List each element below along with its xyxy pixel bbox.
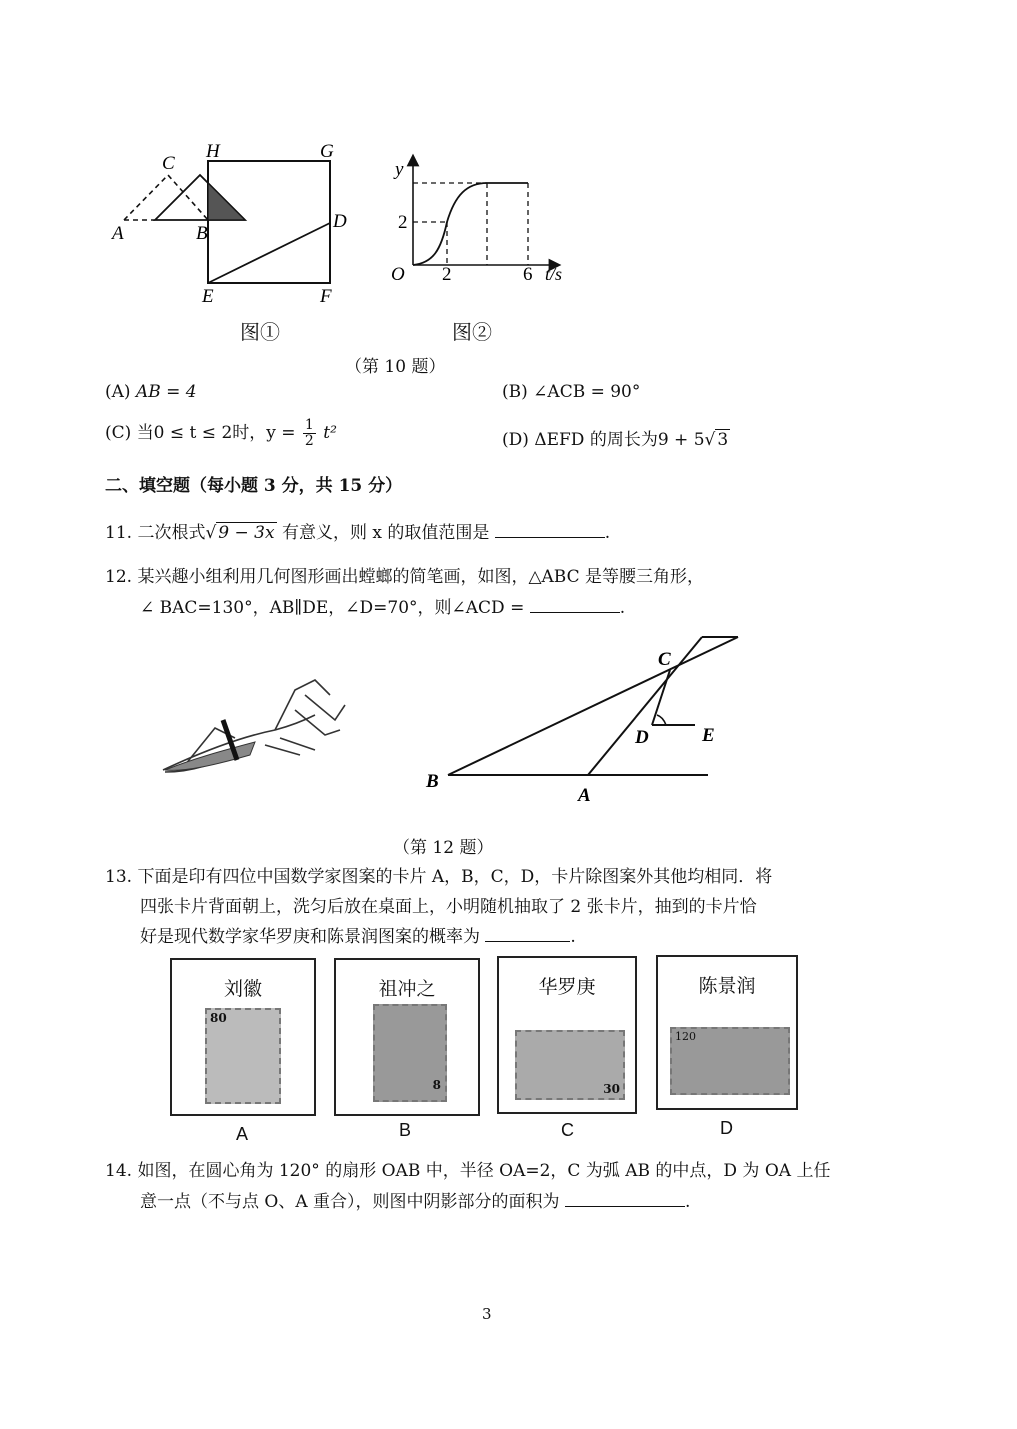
option-a-text: AB = 4 <box>135 382 197 402</box>
card-c-letter: C <box>561 1120 574 1140</box>
q12-number: 12. <box>105 567 133 587</box>
question-13-line3 <box>140 922 576 947</box>
option-a-label: (A) <box>105 382 131 402</box>
option-c-text: 当0 ≤ t ≤ 2时，y = <box>136 423 296 443</box>
q14-end: . <box>684 1192 691 1212</box>
option-b-text: ∠ACB = 90° <box>533 382 641 402</box>
card-d-letter: D <box>720 1118 733 1138</box>
q11-post: 有意义，则 x 的取值范围是 <box>281 523 490 543</box>
label-e: E <box>702 725 715 746</box>
q13-text-2: 四张卡片背面朝上，洗匀后放在桌面上，小明随机抽取了 2 张卡片，抽到的卡片恰 <box>140 897 757 917</box>
q12-answer-blank[interactable] <box>530 596 620 613</box>
label-a: A <box>112 223 124 244</box>
question-13-line2 <box>140 892 757 917</box>
q11-sqrt-expr: 9 − 3x <box>218 523 275 543</box>
q12-caption: （第 12 题） <box>393 838 494 858</box>
segment-ed <box>208 223 330 283</box>
stamp-value-c: 30 <box>603 1082 620 1096</box>
fig1-caption: 图① <box>240 320 280 344</box>
q11-number: 11. <box>105 523 133 543</box>
card-a <box>170 958 316 1116</box>
question-11 <box>105 518 610 543</box>
option-c-tail: t² <box>323 423 337 443</box>
option-d <box>502 425 730 450</box>
curve <box>413 183 528 265</box>
q10-figure-1 <box>100 135 370 310</box>
q12-text-2: ∠ BAC=130°，AB∥DE，∠D=70°，则∠ACD = <box>140 598 525 618</box>
question-14-line1 <box>105 1156 830 1181</box>
card-b-name: 祖冲之 <box>378 978 436 1000</box>
q14-answer-blank[interactable] <box>565 1190 685 1207</box>
option-d-sqrt: 3 <box>717 430 729 450</box>
shaded-region <box>208 183 245 220</box>
stamp-image-a <box>205 1008 281 1104</box>
label-a: A <box>578 785 591 806</box>
option-a <box>105 382 197 402</box>
stamp-image-d <box>670 1027 790 1095</box>
q10-caption: （第 10 题） <box>345 357 446 377</box>
segment-b-c <box>448 637 738 775</box>
card-d <box>656 955 798 1110</box>
q13-end: . <box>570 927 576 947</box>
frac-denominator: 2 <box>304 433 314 449</box>
option-c-label: (C) <box>105 423 132 443</box>
q13-text-1: 下面是印有四位中国数学家图案的卡片 A，B，C，D，卡片除图案外其他均相同．将 <box>137 867 773 887</box>
label-e: E <box>202 286 214 307</box>
q13-number: 13. <box>105 867 133 887</box>
label-d: D <box>635 727 649 748</box>
stamp-image-c <box>515 1030 625 1100</box>
label-g: G <box>320 141 334 162</box>
angle-mark-d <box>657 715 666 725</box>
q11-answer-blank[interactable] <box>495 521 605 538</box>
option-b <box>502 382 640 402</box>
card-b-letter: B <box>399 1120 412 1140</box>
label-b: B <box>426 771 439 792</box>
origin-label: O <box>391 264 405 285</box>
stamp-value-a: 80 <box>210 1011 227 1025</box>
y-label: y <box>395 159 404 180</box>
stamp-value-d: 120 <box>675 1030 696 1043</box>
option-d-text: ΔEFD 的周长为9 + 5 <box>534 430 705 450</box>
option-b-label: (B) <box>502 382 528 402</box>
dashed-triangle <box>124 175 208 220</box>
card-a-letter: A <box>236 1124 249 1144</box>
q14-number: 14. <box>105 1161 133 1181</box>
card-a-name: 刘徽 <box>223 978 262 1000</box>
q13-answer-blank[interactable] <box>485 925 570 942</box>
square-hgfe <box>208 161 330 283</box>
q12-figure <box>420 625 765 810</box>
x-tick-2: 2 <box>442 264 452 285</box>
x-label: t/s <box>545 264 563 284</box>
q13-text-3: 好是现代数学家华罗庚和陈景润图案的概率为 <box>140 927 480 947</box>
q12-end: . <box>619 598 626 618</box>
question-12-line1 <box>105 562 704 587</box>
sqrt-sign: √ <box>704 430 716 450</box>
card-d-name: 陈景润 <box>698 975 756 997</box>
q10-figure-2 <box>385 150 585 290</box>
option-c <box>105 418 337 449</box>
question-12-line2 <box>140 593 625 618</box>
label-f: F <box>320 286 332 307</box>
section-heading: 二、填空题（每小题 3 分，共 15 分） <box>105 476 403 496</box>
mantis-sketch <box>155 660 360 785</box>
q11-pre: 二次根式 <box>137 523 206 543</box>
q14-text-1: 如图，在圆心角为 120° 的扇形 OAB 中，半径 OA=2，C 为弧 AB 的中点，D 为 OA 上任 <box>137 1161 831 1181</box>
frac-numerator: 1 <box>304 417 314 433</box>
label-b: B <box>196 223 208 244</box>
option-c-fraction <box>303 418 316 449</box>
card-b <box>334 958 480 1116</box>
y-tick-2: 2 <box>398 212 408 233</box>
q14-text-2: 意一点（不与点 O、A 重合），则图中阴影部分的面积为 <box>140 1192 560 1212</box>
label-d: D <box>333 211 347 232</box>
stamp-value-b: 8 <box>432 1078 441 1092</box>
stamp-image-b <box>373 1004 447 1102</box>
label-h: H <box>206 141 220 162</box>
question-13-line1 <box>105 862 772 887</box>
card-c-name: 华罗庚 <box>538 976 596 998</box>
label-c: C <box>658 649 671 670</box>
page-number: 3 <box>482 1305 492 1323</box>
sqrt-sign: √ <box>205 523 217 543</box>
card-c <box>497 956 637 1114</box>
option-d-label: (D) <box>502 430 529 450</box>
segment-a-c <box>588 637 702 775</box>
q12-text-1: 某兴趣小组利用几何图形画出螳螂的简笔画，如图，△ABC 是等腰三角形， <box>137 567 705 587</box>
q11-end: . <box>604 523 611 543</box>
fig2-caption: 图② <box>452 320 492 344</box>
x-tick-6: 6 <box>523 264 533 285</box>
question-14-line2 <box>140 1187 690 1212</box>
label-c: C <box>162 153 175 174</box>
